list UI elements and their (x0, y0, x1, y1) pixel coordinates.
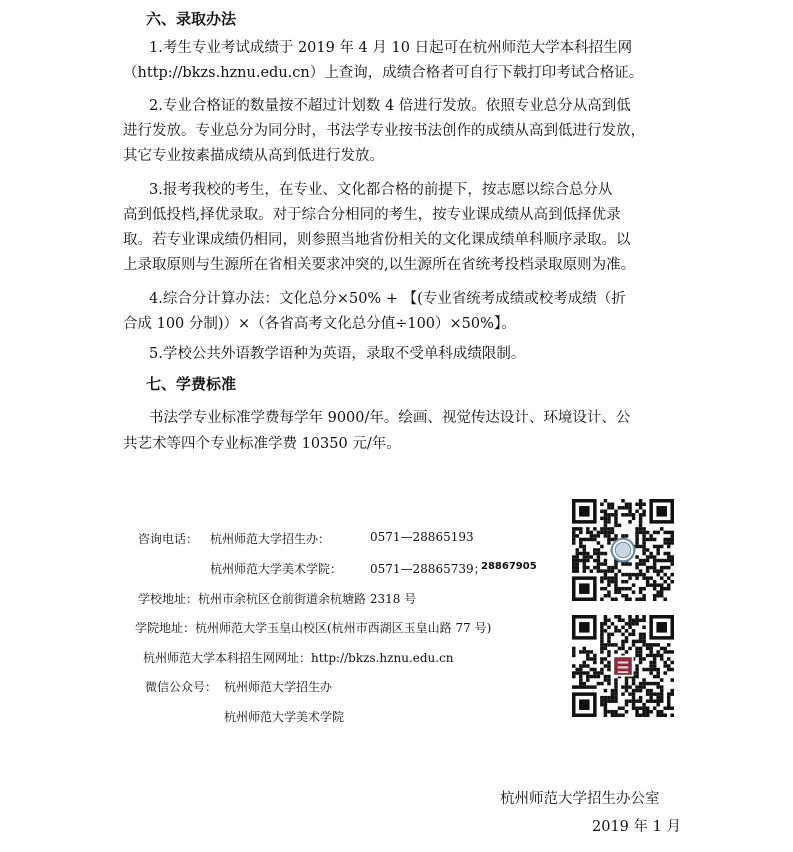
phone1-number: 0571—28865193 (370, 530, 474, 544)
phone2-number: 0571—28865739； (370, 562, 486, 576)
issuing-office: 杭州师范大学招生办公室 (500, 791, 660, 807)
admission-item-1-line-2: （http://bkzs.hznu.edu.cn）上查询，成绩合格者可自行下载打印考试合格证。 (123, 65, 644, 81)
admission-item-4-line-2: 合成 100 分制)）×（各省高考文化总分值÷100）×50%】。 (123, 316, 516, 332)
admission-item-5: 5.学校公共外语教学语种为英语，录取不受单科成绩限制。 (149, 346, 526, 362)
phone2-org: 杭州师范大学美术学院： (210, 562, 343, 576)
phone-label: 咨询电话： (138, 532, 199, 546)
school-address: 学校地址：杭州市余杭区仓前街道余杭塘路 2318 号 (138, 592, 417, 606)
wechat-account-2: 杭州师范大学美术学院 (224, 710, 345, 724)
admission-item-2-line-3: 其它专业按素描成绩从高到低进行发放。 (123, 148, 384, 164)
admission-item-3-line-2: 高到低投档,择优录取。对于综合分相同的考生，按专业课成绩从高到低择优录 (123, 207, 621, 223)
qr-code-admissions-office (572, 499, 674, 601)
admission-item-4-line-1: 4.综合分计算办法：文化总分×50% + 【(专业省统考成绩或校考成绩（折 (149, 291, 626, 307)
admission-item-2-line-2: 进行发放。专业总分为同分时，书法学专业按书法创作的成绩从高到低进行发放， (123, 123, 645, 139)
phone2-extra-number: 28867905 (481, 561, 537, 572)
section-heading-tuition: 七、学费标准 (146, 375, 237, 393)
tuition-line-1: 书法学专业标准学费每学年 9000/年。绘画、视觉传达设计、环境设计、公 (149, 410, 631, 426)
issue-date: 2019 年 1 月 (592, 819, 681, 835)
admission-item-3-line-4: 上录取原则与生源所在省相关要求冲突的,以生源所在省统考投档录取原则为准。 (123, 257, 636, 273)
admission-item-3-line-1: 3.报考我校的考生，在专业、文化都合格的前提下，按志愿以综合总分从 (149, 182, 613, 198)
college-address: 学院地址：杭州师范大学玉皇山校区(杭州市西湖区玉皇山路 77 号) (135, 621, 492, 635)
tuition-line-2: 共艺术等四个专业标准学费 10350 元/年。 (123, 436, 401, 452)
wechat-label: 微信公众号： (145, 680, 218, 694)
admission-item-2-line-1: 2.专业合格证的数量按不超过计划数 4 倍进行发放。依照专业总分从高到低 (149, 98, 631, 114)
section-heading-admission: 六、录取办法 (146, 10, 237, 28)
admission-item-1-line-1: 1.考生专业考试成绩于 2019 年 4 月 10 日起可在杭州师范大学本科招生网 (149, 40, 633, 56)
phone1-org: 杭州师范大学招生办： (210, 532, 331, 546)
wechat-account-1: 杭州师范大学招生办 (224, 680, 333, 694)
qr-code-art-college (572, 615, 674, 717)
website: 杭州师范大学本科招生网网址：http://bkzs.hznu.edu.cn (143, 651, 454, 665)
admission-item-3-line-3: 取。若专业课成绩仍相同，则参照当地省份相关的文化课成绩单科顺序录取。以 (123, 232, 631, 248)
